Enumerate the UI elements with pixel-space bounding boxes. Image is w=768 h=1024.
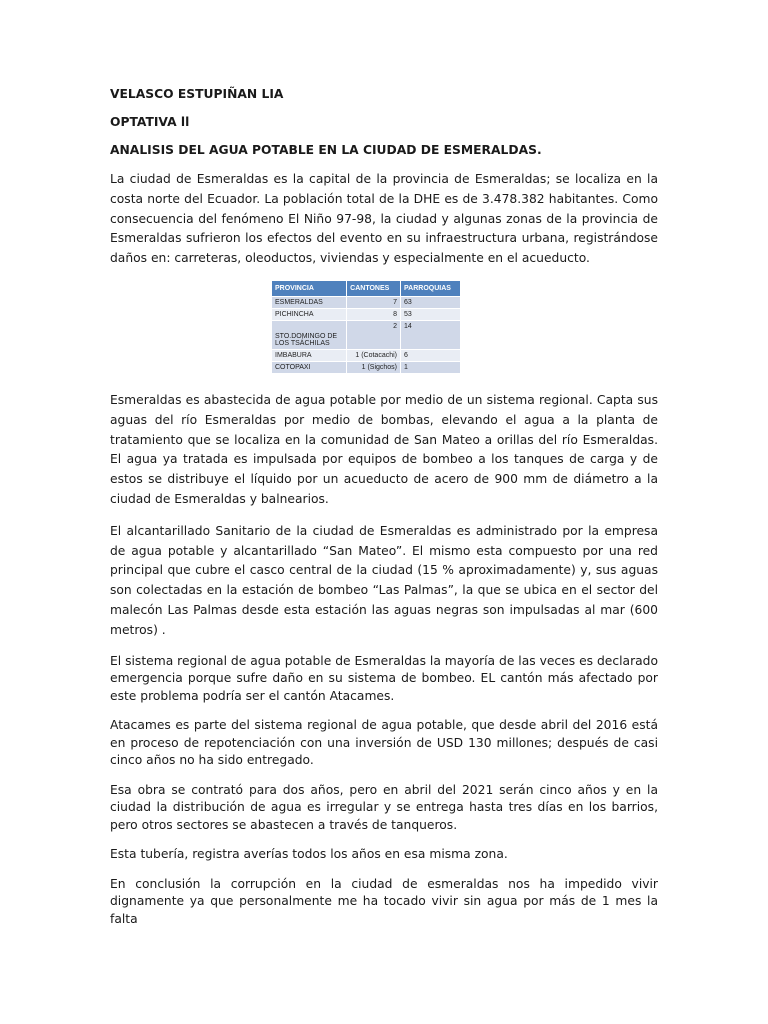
paragraph-intro: La ciudad de Esmeraldas es la capital de la provincia de Esmeraldas; se localiza en la costa norte del Ecuador. La población total de la DHE es de 3.478.382 habitantes. Como consecuencia del fenómeno El Niño 97-98, la ciudad y algunas zonas de la provincia de Esmeraldas sufrieron los efectos del evento en su infraestructura urbana, registrándose daños en: carreteras, oleoductos, viviendas y especialmente en el acueducto. [110,172,658,266]
table-header-parroquias: PARROQUIAS [401,281,461,296]
table-header-cantones: CANTONES [347,281,401,296]
table-row [272,320,461,349]
table-cell-provincia: PICHINCHA [272,308,347,320]
table-cell-parroquias: 1 [401,361,461,373]
table-row [272,308,461,320]
table-row [272,349,461,361]
table-row [272,361,461,373]
province-table-wrapper [272,281,461,373]
paragraph-pipeline: Esta tubería, registra averías todos los años en esa misma zona. [110,847,508,862]
table-cell-provincia: IMBABURA [272,349,347,361]
table-cell-parroquias: 53 [401,308,461,320]
table-header-row [272,281,461,296]
table-cell-provincia: COTOPAXI [272,361,347,373]
province-table [272,281,461,373]
paragraph-atacames: Atacames es parte del sistema regional de agua potable, que desde abril del 2016 está en proceso de repotenciación con una inversión de USD 130 millones; después de casi cinco años no ha sido entregado. [110,718,658,768]
table-cell-cantones: 8 [347,308,401,320]
course-name: OPTATIVA ll [110,115,190,129]
author-name: VELASCO ESTUPIÑAN LIA [110,87,284,101]
document-body [110,86,658,940]
paragraph-emergency: El sistema regional de agua potable de Esmeraldas la mayoría de las veces es declarado emergencia porque sufre daño en su sistema de bombeo. EL cantón más afectado por este problema podría ser el cantón Atacames. [110,653,658,703]
table-cell-parroquias: 6 [401,349,461,361]
paragraph-contract: Esa obra se contrató para dos años, pero en abril del 2021 serán cinco años y en la ciudad la distribución de agua es irregular y se entrega hasta tres días en los barrios, pero otros sectores se abastecen a través de tanqueros. [110,782,658,832]
table-row [272,296,461,308]
table-header-provincia: PROVINCIA [272,281,347,296]
paragraph-sewer: El alcantarillado Sanitario de la ciudad de Esmeraldas es administrado por la empresa de agua potable y alcantarillado “San Mateo”. El mismo esta compuesto por una red principal que cubre el casco central de la ciudad (15 % aproximadamente) y, sus aguas son colectadas en la estación de bombeo “Las Palmas”, la que se ubica en el sector del malecón Las Palmas desde esta estación las aguas negras son impulsadas al mar (600 metros) . [110,523,658,637]
table-cell-parroquias: 63 [401,296,461,308]
table-cell-cantones: 7 [347,296,401,308]
table-cell-provincia: STO.DOMINGO DE LOS TSÁCHILAS [272,320,347,349]
paragraph-conclusion: En conclusión la corrupción en la ciudad de esmeraldas nos ha impedido vivir dignamente ya que personalmente me ha tocado vivir sin agua por más de 1 mes la falta [110,876,658,926]
table-cell-cantones: 1 (Cotacachi) [347,349,401,361]
table-cell-cantones: 1 (Sigchos) [347,361,401,373]
table-cell-provincia: ESMERALDAS [272,296,347,308]
document-title: ANALISIS DEL AGUA POTABLE EN LA CIUDAD DE ESMERALDAS. [110,143,542,157]
table-cell-cantones: 2 [347,320,401,349]
paragraph-supply: Esmeraldas es abastecida de agua potable por medio de un sistema regional. Capta sus aguas del río Esmeraldas por medio de bombas, elevando el agua a la planta de tratamiento que se localiza en la comunidad de San Mateo a orillas del río Esmeraldas. El agua ya tratada es impulsada por equipos de bombeo a los tanques de carga y de estos se distribuye el líquido por un acueducto de acero de 900 mm de diámetro a la ciudad de Esmeraldas y balnearios. [110,392,658,506]
table-cell-parroquias: 14 [401,320,461,349]
